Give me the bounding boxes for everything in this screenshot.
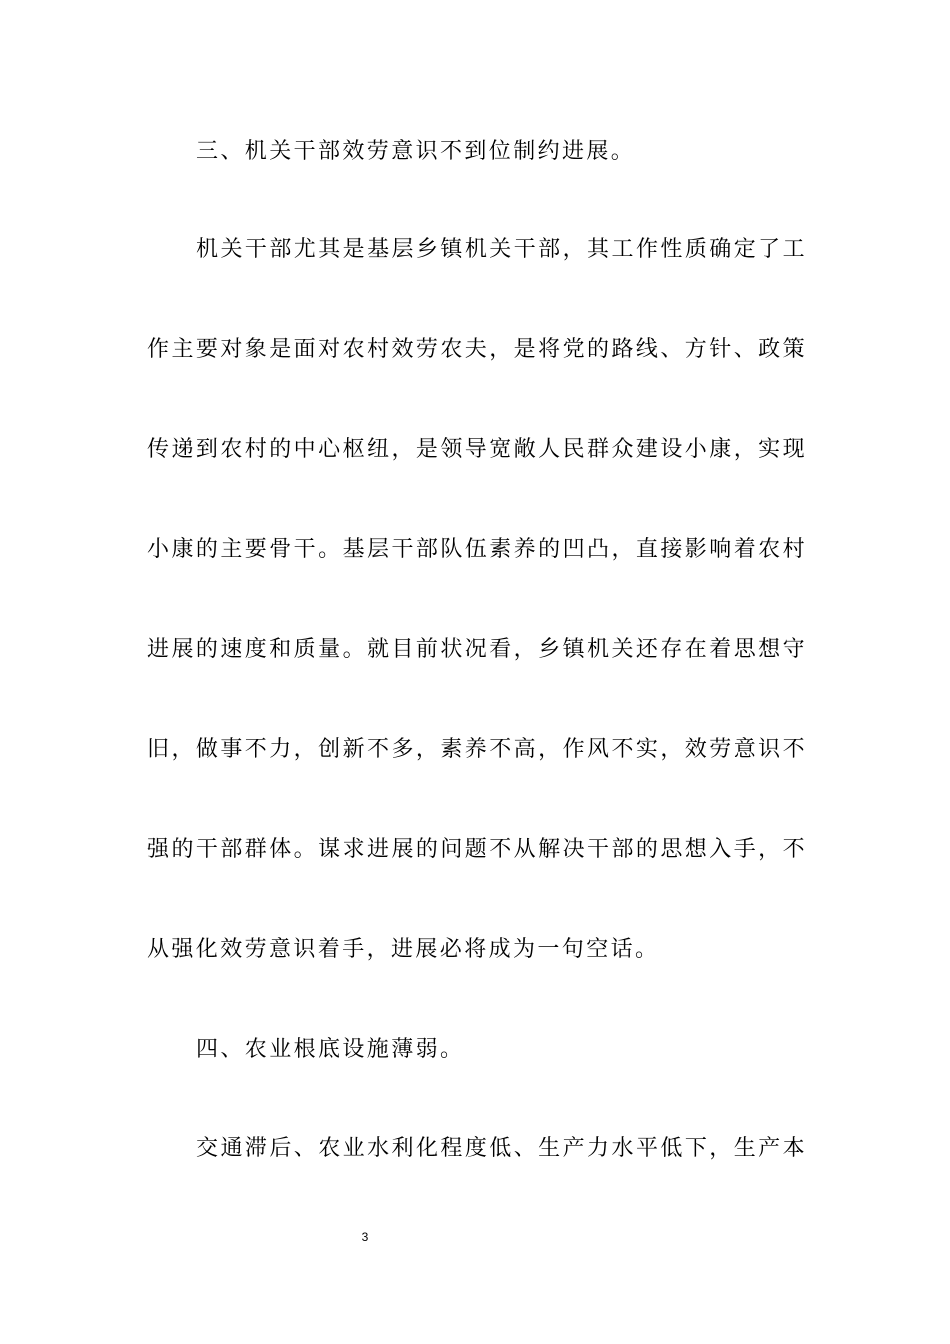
page-number: 3: [361, 1230, 369, 1244]
paragraph-line: 进展的速度和质量。就目前状况看，乡镇机关还存在着思想守: [147, 637, 807, 662]
paragraph-line: 传递到农村的中心枢纽，是领导宽敞人民群众建设小康，实现: [147, 437, 807, 462]
section-heading-four: 四、农业根底设施薄弱。: [196, 1037, 465, 1062]
section-heading-three: 三、机关干部效劳意识不到位制约进展。: [196, 139, 636, 164]
paragraph-line: 作主要对象是面对农村效劳农夫，是将党的路线、方针、政策: [147, 337, 807, 362]
paragraph-line: 旧，做事不力，创新不多，素养不高，作风不实，效劳意识不: [147, 737, 807, 762]
paragraph-line: 机关干部尤其是基层乡镇机关干部，其工作性质确定了工: [196, 237, 807, 262]
paragraph-line: 交通滞后、农业水利化程度低、生产力水平低下，生产本: [196, 1136, 807, 1161]
paragraph-line: 从强化效劳意识着手，进展必将成为一句空话。: [147, 937, 660, 962]
paragraph-line: 小康的主要骨干。基层干部队伍素养的凹凸，直接影响着农村: [147, 537, 807, 562]
paragraph-line: 强的干部群体。谋求进展的问题不从解决干部的思想入手，不: [147, 837, 807, 862]
